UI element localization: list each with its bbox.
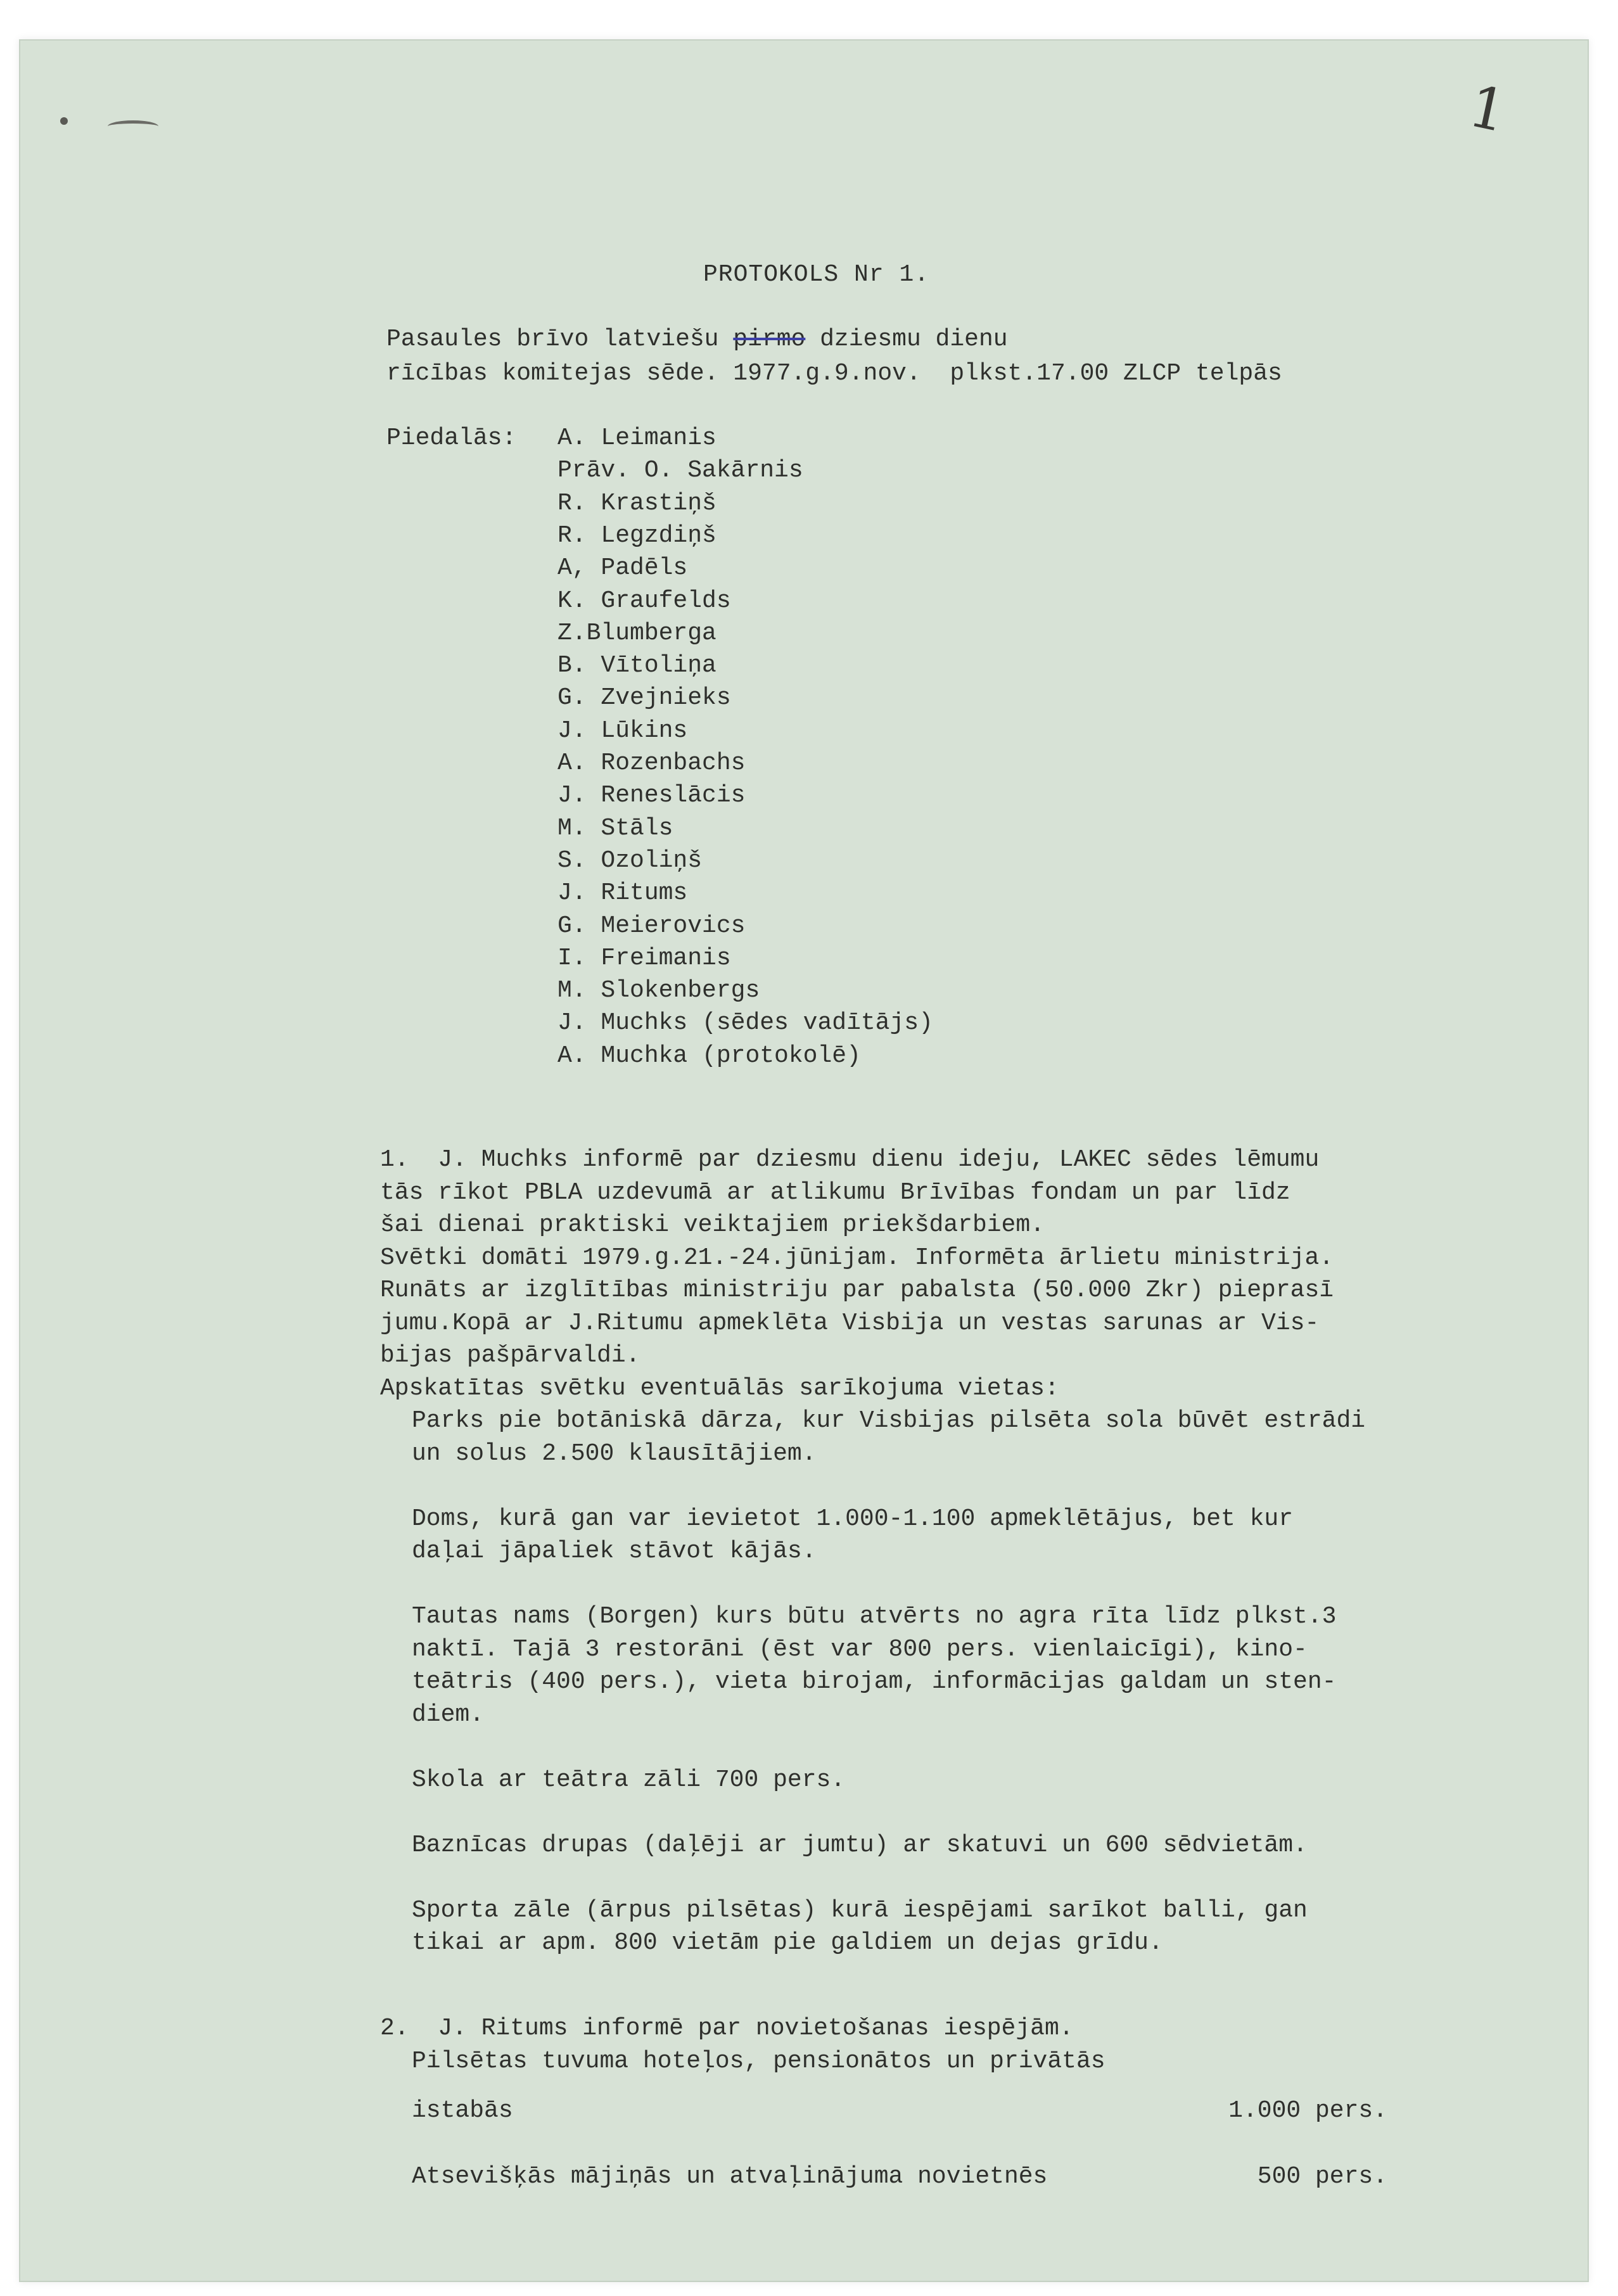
section-1-line: 1. J. Muchks informē par dziesmu dienu ideju, LAKEC sēdes lēmumu: [380, 1146, 1320, 1173]
section-1-line: tās rīkot PBLA uzdevumā ar atlikumu Brīvības fondam un par līdz: [380, 1178, 1290, 1206]
venue-line: tikai ar apm. 800 vietām pie galdiem un dejas grīdu.: [412, 1929, 1163, 1956]
attendee-name: J. Muchks (sēdes vadītājs): [557, 1009, 933, 1037]
section-2-line: Pilsētas tuvuma hoteļos, pensionātos un privātās: [412, 2047, 1105, 2075]
attendee-name: Z.Blumberga: [557, 619, 717, 647]
ink-dot-mark: [60, 117, 68, 125]
attendee-name: A. Leimanis: [557, 424, 717, 452]
struck-word: pirmo: [733, 326, 806, 353]
section-2-line: 2. J. Ritums informē par novietošanas iespējām.: [380, 2015, 1074, 2042]
subtitle-line-1-part-b: dziesmu dienu: [805, 326, 1008, 353]
document-title: PROTOKOLS Nr 1.: [703, 261, 930, 288]
page-number: 1: [1463, 73, 1513, 146]
attendee-name: A. Rozenbachs: [557, 749, 746, 777]
attendee-name: B. Vītoliņa: [557, 652, 717, 680]
venue-line: un solus 2.500 klausītājiem.: [412, 1439, 817, 1467]
venue-line: Sporta zāle (ārpus pilsētas) kurā iespējami sarīkot balli, gan: [412, 1896, 1308, 1924]
lodging-line-2: Atsevišķās mājiņās un atvaļinājuma novietnēs: [412, 2163, 1048, 2190]
venue-line: Baznīcas drupas (daļēji ar jumtu) ar skatuvi un 600 sēdvietām.: [412, 1831, 1308, 1859]
attendee-name: A, Padēls: [557, 554, 688, 582]
venue-line: diem.: [412, 1700, 485, 1728]
section-1-line: jumu.Kopā ar J.Ritumu apmeklēta Visbija un vestas sarunas ar Vis-: [380, 1309, 1320, 1337]
attendee-name: J. Lūkins: [557, 717, 688, 744]
attendance-label: Piedalās:: [386, 424, 517, 452]
lodging-value-1: 1.000 pers.: [1228, 2097, 1387, 2124]
attendee-name: M. Slokenbergs: [557, 977, 760, 1005]
attendee-name: A. Muchka (protokolē): [557, 1042, 861, 1069]
attendee-name: I. Freimanis: [557, 944, 731, 972]
lodging-value-2: 500 pers.: [1257, 2163, 1387, 2190]
subtitle-line-1-part-a: Pasaules brīvo latviešu: [386, 326, 734, 353]
section-1-line: Svētki domāti 1979.g.21.-24.jūnijam. Informēta ārlietu ministrija.: [380, 1244, 1334, 1272]
venue-line: naktī. Tajā 3 restorāni (ēst var 800 pers. vienlaicīgi), kino-: [412, 1635, 1308, 1663]
attendee-name: M. Stāls: [557, 814, 673, 842]
venue-line: Doms, kurā gan var ievietot 1.000-1.100 apmeklētājus, bet kur: [412, 1505, 1294, 1533]
venue-line: Skola ar teātra zāli 700 pers.: [412, 1766, 846, 1794]
venue-line: daļai jāpaliek stāvot kājās.: [412, 1538, 817, 1565]
subtitle-line-2: rīcības komitejas sēde. 1977.g.9.nov. plkst.17.00 ZLCP telpās: [386, 360, 1282, 387]
attendee-name: G. Zvejnieks: [557, 684, 731, 712]
subtitle-line-1: [386, 323, 1008, 356]
section-1-line: bijas pašpārvaldi.: [380, 1342, 640, 1369]
lodging-line-1: istabās: [412, 2097, 513, 2124]
attendee-name: G. Meierovics: [557, 912, 746, 940]
venue-line: teātris (400 pers.), vieta birojam, informācijas galdam un sten-: [412, 1668, 1337, 1695]
attendee-name: S. Ozoliņš: [557, 846, 703, 874]
venue-line: Parks pie botāniskā dārza, kur Visbijas pilsēta sola būvēt estrādi: [412, 1407, 1366, 1434]
attendee-name: K. Graufelds: [557, 587, 731, 615]
attendee-name: R. Legzdiņš: [557, 521, 717, 549]
attendee-name: Prāv. O. Sakārnis: [557, 457, 803, 485]
section-1-line: šai dienai praktiski veiktajiem priekšdarbiem.: [380, 1211, 1045, 1239]
attendee-name: R. Krastiņš: [557, 489, 717, 517]
attendee-name: J. Ritums: [557, 879, 688, 907]
section-1-line: Runāts ar izglītības ministriju par pabalsta (50.000 Zkr) pieprasī: [380, 1277, 1334, 1304]
attendee-name: J. Reneslācis: [557, 782, 746, 810]
ink-scribble-mark: [108, 120, 158, 132]
section-1-line: Apskatītas svētku eventuālās sarīkojuma vietas:: [380, 1374, 1059, 1402]
venue-line: Tautas nams (Borgen) kurs būtu atvērts no agra rīta līdz plkst.3: [412, 1603, 1337, 1630]
